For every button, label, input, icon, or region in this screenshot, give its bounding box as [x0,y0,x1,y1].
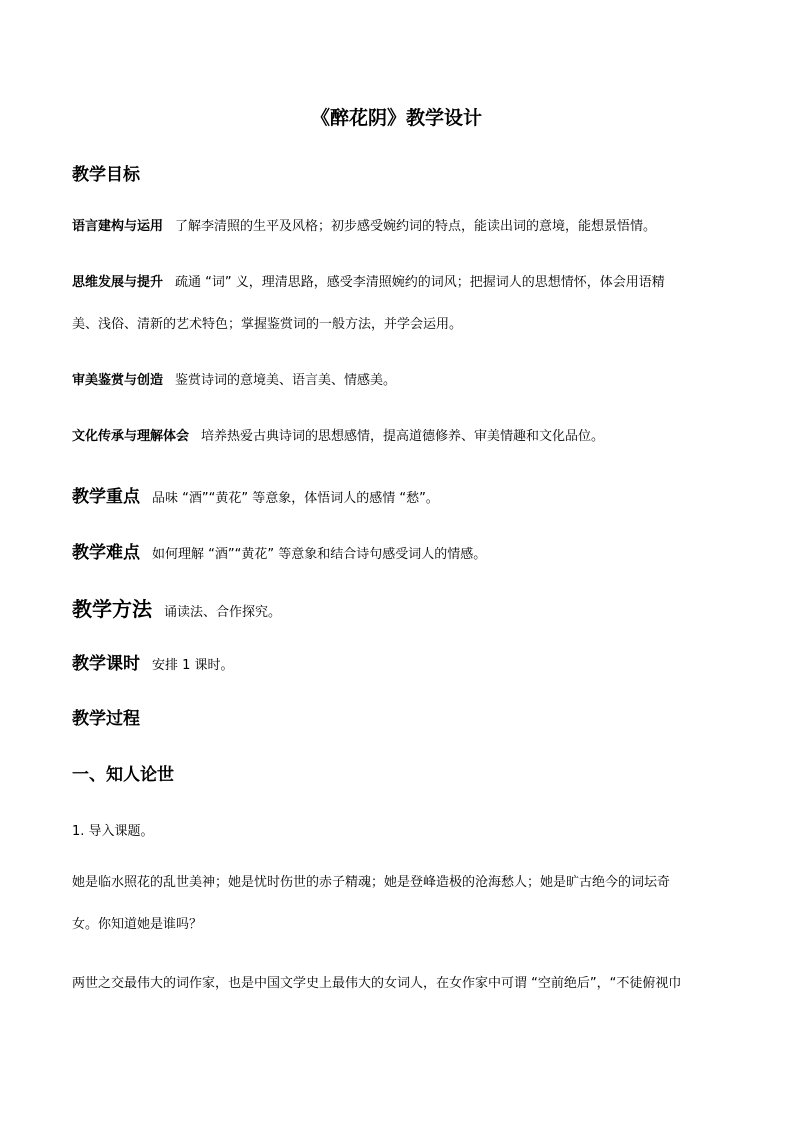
objective-text: 培养热爱古典诗词的思想感情，提高道德修养、审美情趣和文化品位。 [201,429,605,444]
objective-aesthetic [72,360,724,402]
objective-label: 思维发展与提升 [72,275,164,290]
method-label: 教学方法 [72,597,152,621]
last-paragraph-line: 两世之交最伟大的词作家，也是中国文学史上最伟大的女词人，在女作家中可谓 “空前绝后”，“不徒俯视巾 [72,976,682,991]
teaching-hours [72,649,234,674]
hours-label: 教学课时 [72,654,140,674]
step1-text: 1. 导入课题。 [72,824,154,839]
key-point-label: 教学重点 [72,487,140,507]
intro-paragraph [72,862,724,946]
method-text: 诵读法、合作探究。 [164,605,282,620]
objective-culture [72,416,724,458]
difficulty-text: 如何理解 “酒”“黄花” 等意象和结合诗句感受词人的情感。 [152,547,487,562]
document-title: 《醉花阴》教学设计 [310,107,482,129]
objectives-heading: 教学目标 [72,165,140,185]
objective-language [72,206,724,248]
intro-line: 她是临水照花的乱世美神；她是忧时伤世的赤子精魂；她是登峰造极的沧海愁人；她是旷古绝今的词坛奇 [72,875,671,890]
teaching-method [72,593,281,622]
section1-heading: 一、知人论世 [72,765,174,785]
objective-text-continued: 美、浅俗、清新的艺术特色；掌握鉴赏词的一般方法，并学会运用。 [72,317,463,332]
objective-label: 文化传承与理解体会 [72,429,190,444]
intro-line: 女。你知道她是谁吗？ [72,917,203,932]
difficulty [72,538,486,563]
hours-text: 安排 1 课时。 [152,658,234,673]
objective-thinking [72,262,724,346]
key-point [72,482,439,507]
objective-label: 语言建构与运用 [72,219,164,234]
objective-label: 审美鉴赏与创造 [72,373,164,388]
difficulty-label: 教学难点 [72,543,140,563]
key-point-text: 品味 “酒”“黄花” 等意象，体悟词人的感情 “愁”。 [152,491,439,506]
process-heading: 教学过程 [72,709,140,729]
objective-text: 了解李清照的生平及风格；初步感受婉约词的特点，能读出词的意境，能想景悟情。 [175,219,657,234]
objective-text: 鉴赏诗词的意境美、语言美、情感美。 [175,373,397,388]
objective-text: 疏通 “词” 义，理清思路，感受李清照婉约的词风；把握词人的思想情怀，体会用语精 [175,275,665,290]
